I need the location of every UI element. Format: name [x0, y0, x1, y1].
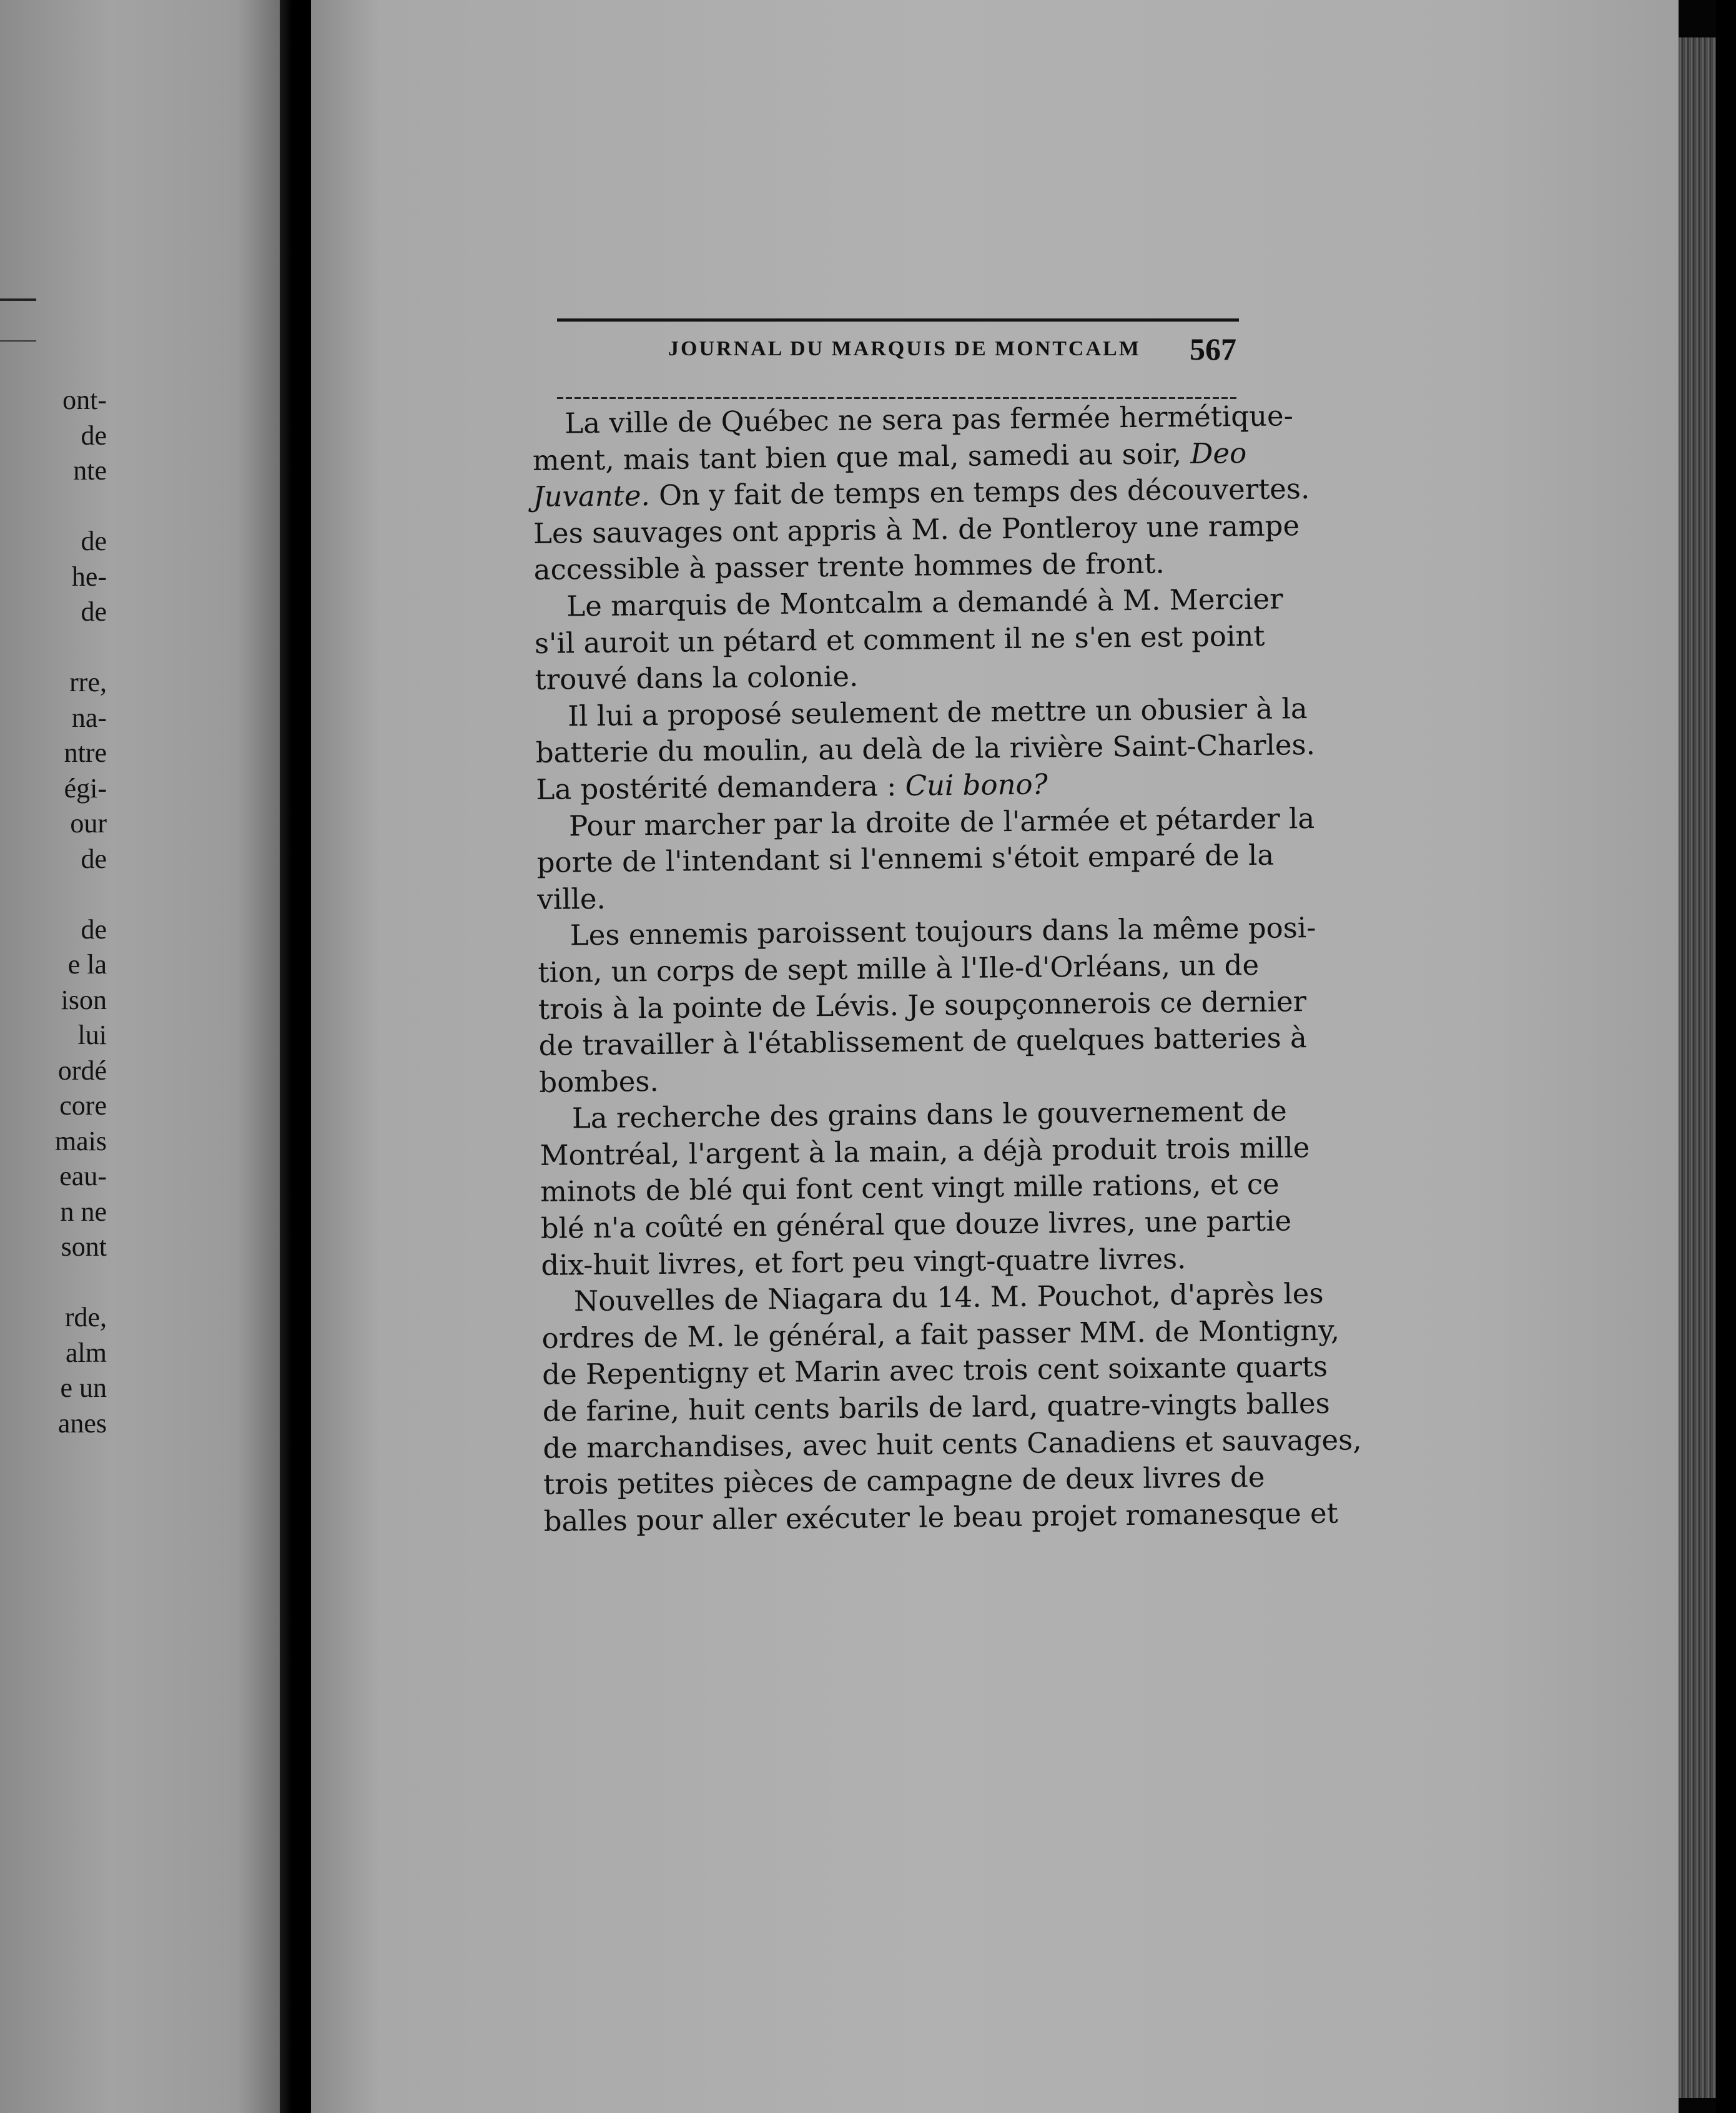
line-text: ville. [536, 882, 606, 916]
left-page-fragment: n ne [60, 1196, 107, 1227]
line-text: Le marquis de Montcalm a demandé à M. Mercier [566, 582, 1283, 623]
line-text: balles pour aller exécuter le beau projet romanesque et [543, 1496, 1338, 1538]
page-number: 567 [1190, 332, 1236, 367]
left-page-fragment: core [59, 1090, 107, 1121]
line-text: Il lui a proposé seulement de mettre un obusier à la [567, 691, 1308, 733]
text-line [538, 1020, 1308, 1064]
line-text: dix-huit livres, et fort peu vingt-quatre livres. [541, 1241, 1186, 1282]
line-text: ment, mais tant bien que mal, samedi au soir, [532, 436, 1182, 477]
line-text: de travailler à l'établissement de quelques batteries à [538, 1021, 1308, 1063]
left-page-header-rule-thin [0, 340, 36, 342]
line-text: bombes. [539, 1064, 659, 1099]
left-page-fragment: he- [71, 561, 107, 592]
line-text: La recherche des grains dans le gouvernement de [571, 1094, 1288, 1135]
left-page-fragment: de [81, 914, 107, 945]
line-text: trois à la pointe de Lévis. Je soupçonnerois ce dernier [538, 984, 1307, 1026]
text-line [538, 947, 1260, 991]
line-text: Pour marcher par la droite de l'armée et pétarder la [568, 801, 1315, 842]
line-text: blé n'a coûté en général que douze livres, une partie [540, 1204, 1292, 1245]
book-gutter [280, 0, 311, 2113]
left-page-fragment: mais [54, 1125, 107, 1156]
left-page-fragment: de [81, 843, 107, 874]
line-text: ordres de M. le général, a fait passer MM. de Montigny, [541, 1313, 1340, 1355]
left-page-fragment: nte [73, 455, 107, 486]
left-page-fragment: lui [77, 1020, 107, 1050]
line-text: de Repentigny et Marin avec trois cent soixante quarts [541, 1350, 1328, 1392]
left-page-fragment: eau- [59, 1161, 107, 1191]
left-page-fragment: de [81, 596, 107, 627]
line-text: minots de blé qui font cent vingt mille rations, et ce [540, 1168, 1280, 1209]
line-text: tion, un corps de sept mille à l'Ile-d'Orléans, un de [538, 948, 1260, 989]
line-text: Montréal, l'argent à la main, a déjà produit trois mille [540, 1130, 1310, 1172]
left-page-fragment: égi- [64, 772, 107, 804]
italic-phrase: Cui bono? [905, 767, 1048, 802]
left-page-header-rule [0, 298, 36, 301]
left-page-fragment: ordé [57, 1055, 107, 1086]
line-text: batterie du moulin, au delà de la rivière Saint-Charles. [535, 728, 1316, 770]
left-page-fragment: e la [67, 949, 107, 980]
left-page-fragment: e un [60, 1372, 107, 1403]
line-text: Les ennemis paroissent toujours dans la même posi- [570, 911, 1316, 952]
body-text [532, 398, 1362, 1540]
italic-phrase: Deo [1190, 436, 1247, 470]
header-rule-top [557, 318, 1239, 322]
line-text: On y fait de temps en temps des découvertes. [658, 472, 1310, 513]
facing-page-left [0, 0, 280, 2113]
line-text: accessible à passer trente hommes de front. [533, 546, 1165, 587]
text-line [543, 1496, 1338, 1540]
line-text: de marchandises, avec huit cents Canadiens et sauvages, [543, 1422, 1362, 1465]
text-line [536, 837, 1275, 881]
page-edges [1679, 37, 1716, 2098]
text-line [535, 728, 1316, 772]
left-page-fragment: sont [61, 1231, 107, 1262]
running-head: JOURNAL DU MARQUIS DE MONTCALM [668, 337, 1141, 360]
header-rule-bottom [557, 397, 1239, 399]
line-text: porte de l'intendant si l'ennemi s'étoit emparé de la [536, 838, 1275, 880]
left-page-fragment: ison [61, 984, 107, 1015]
line-text: Les sauvages ont appris à M. de Pontleroy une rampe [533, 508, 1300, 550]
italic-phrase: Juvante. [533, 479, 651, 514]
line-text: trois petites pièces de campagne de deux livres de [543, 1460, 1265, 1502]
line-text: trouvé dans la colonie. [535, 659, 859, 697]
line-text: de farine, huit cents barils de lard, quatre-vingts balles [542, 1386, 1330, 1428]
left-page-fragment: rde, [64, 1302, 107, 1332]
line-text: La ville de Québec ne sera pas fermée hermétique- [565, 399, 1294, 440]
left-page-fragment: de [81, 420, 107, 451]
line-text: Nouvelles de Niagara du 14. M. Pouchot, d'après les [573, 1277, 1324, 1318]
line-text: s'il auroit un pétard et comment il ne s'en est point [534, 619, 1265, 660]
left-page-fragment: alm [66, 1337, 107, 1368]
line-text: La postérité demandera : [536, 769, 897, 806]
left-page-fragment: ntre [64, 737, 107, 768]
scan-border [1716, 0, 1736, 2113]
text-line [534, 581, 1283, 625]
left-page-fragment: de [81, 526, 107, 556]
text-line [534, 618, 1265, 662]
left-page-fragment: anes [57, 1407, 107, 1439]
left-page-fragment: ont- [62, 385, 107, 415]
left-page-fragment: na- [71, 702, 107, 733]
left-page-fragment: our [70, 808, 107, 839]
left-page-fragment: rre, [69, 667, 107, 697]
